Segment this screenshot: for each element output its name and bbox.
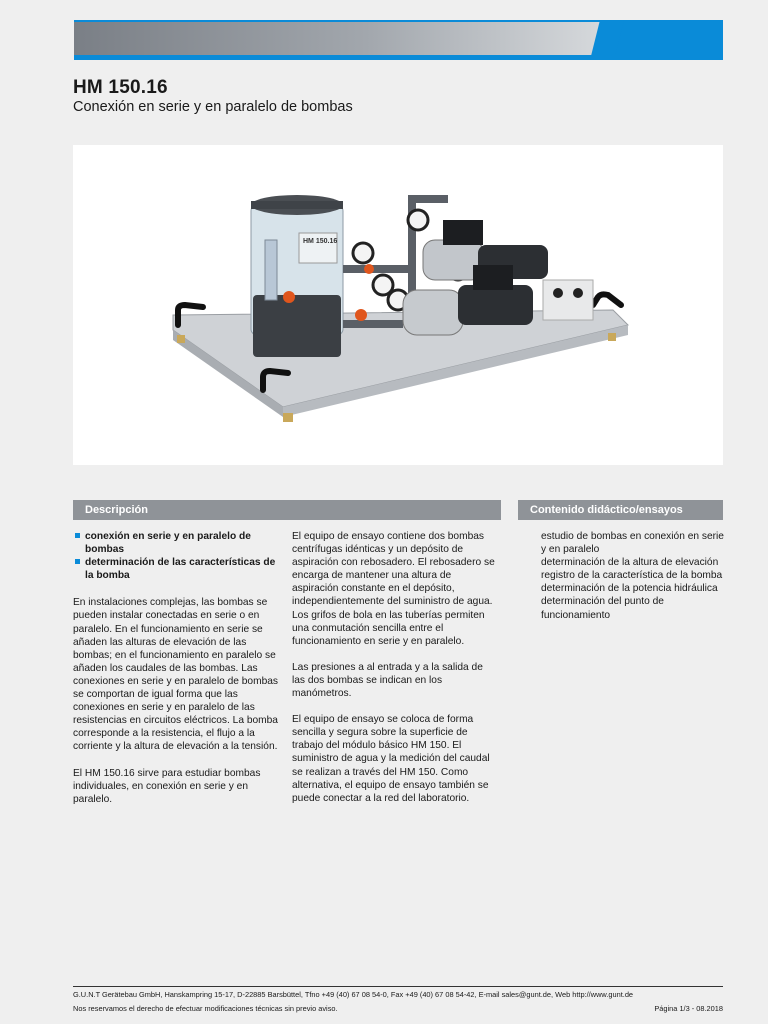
bullet-item: determinación de las características de la bomba <box>73 556 278 582</box>
list-item-text: determinación del punto de funcionamiento <box>541 596 664 621</box>
contenido-list <box>529 530 725 622</box>
list-item-text: determinación de la potencia hidráulica <box>541 583 718 595</box>
footer-disclaimer: Nos reservamos el derecho de efectuar modificaciones técnicas sin previo aviso. <box>73 1004 338 1013</box>
section-header-descripcion: Descripción <box>73 500 501 520</box>
paragraph: El HM 150.16 sirve para estudiar bombas individuales, en conexión en serie y en paralelo. <box>73 767 261 805</box>
product-photo <box>73 145 723 465</box>
list-item-text: registro de la característica de la bomba <box>541 570 723 582</box>
page-subtitle: Conexión en serie y en paralelo de bombas <box>73 99 353 115</box>
list-item-text: estudio de bombas en conexión en serie y en paralelo <box>541 531 724 556</box>
list-item-text: determinación de la altura de elevación <box>541 557 719 569</box>
descripcion-column-2 <box>292 530 497 818</box>
header-banner <box>74 20 723 60</box>
descripcion-column-1 <box>73 530 278 819</box>
footer-divider <box>73 986 723 987</box>
list-item <box>529 556 725 569</box>
paragraph: El equipo de ensayo contiene dos bombas centrífugas idénticas y un depósito de aspiración con rebosadero. El rebosadero se encarga de mantener una altura de aspiración constante en el depósito, independientemente del suministro de agua. Los grifos de bola en las tuberías permiten una conmutación sencilla entre el funcionamiento en serie y en paralelo. <box>292 531 495 647</box>
section-header-contenido: Contenido didáctico/ensayos <box>518 500 723 520</box>
paragraph: En instalaciones complejas, las bombas se pueden instalar conectadas en serie o en paralelo. En el funcionamiento en serie se añaden las alturas de elevación de las bombas; en el funcionamiento en paralelo se añaden los caudales de las bombas. Las conexiones en serie y en paralelo de bombas se comportan de igual forma que las conexiones en serie y en paralelo de las resistencias en circuitos eléctricos. La bomba corresponde a la resistencia, el flujo a la corriente y la altura de elevación a la tensión. <box>73 597 279 753</box>
list-item <box>529 595 725 621</box>
feature-bullets <box>73 530 278 582</box>
bullet-item: conexión en serie y en paralelo de bombas <box>73 530 278 556</box>
list-item <box>529 569 725 582</box>
device-label: HM 150.16 <box>303 238 338 245</box>
paragraph: Las presiones a al entrada y a la salida de las dos bombas se indican en los manómetros. <box>292 661 483 700</box>
page-title: HM 150.16 <box>73 77 168 98</box>
list-item <box>529 582 725 595</box>
list-item <box>529 530 725 556</box>
page-number: Página 1/3 - 08.2018 <box>654 1004 723 1013</box>
footer-bottom-row <box>73 1004 723 1013</box>
footer-company-info: G.U.N.T Gerätebau GmbH, Hanskampring 15-17, D-22885 Barsbüttel, Tfno +49 (40) 67 08 54-0, Fax +49 (40) 67 08 54-42, E-mail sales@gunt.de, Web http://www.gunt.de <box>73 990 634 999</box>
paragraph: El equipo de ensayo se coloca de forma sencilla y segura sobre la superficie de trabajo del módulo básico HM 150. El suministro de agua y la medición del caudal se realizan a través del HM 150. Como alternativa, el equipo de ensayo también se puede conectar a la red del laboratorio. <box>292 714 490 804</box>
